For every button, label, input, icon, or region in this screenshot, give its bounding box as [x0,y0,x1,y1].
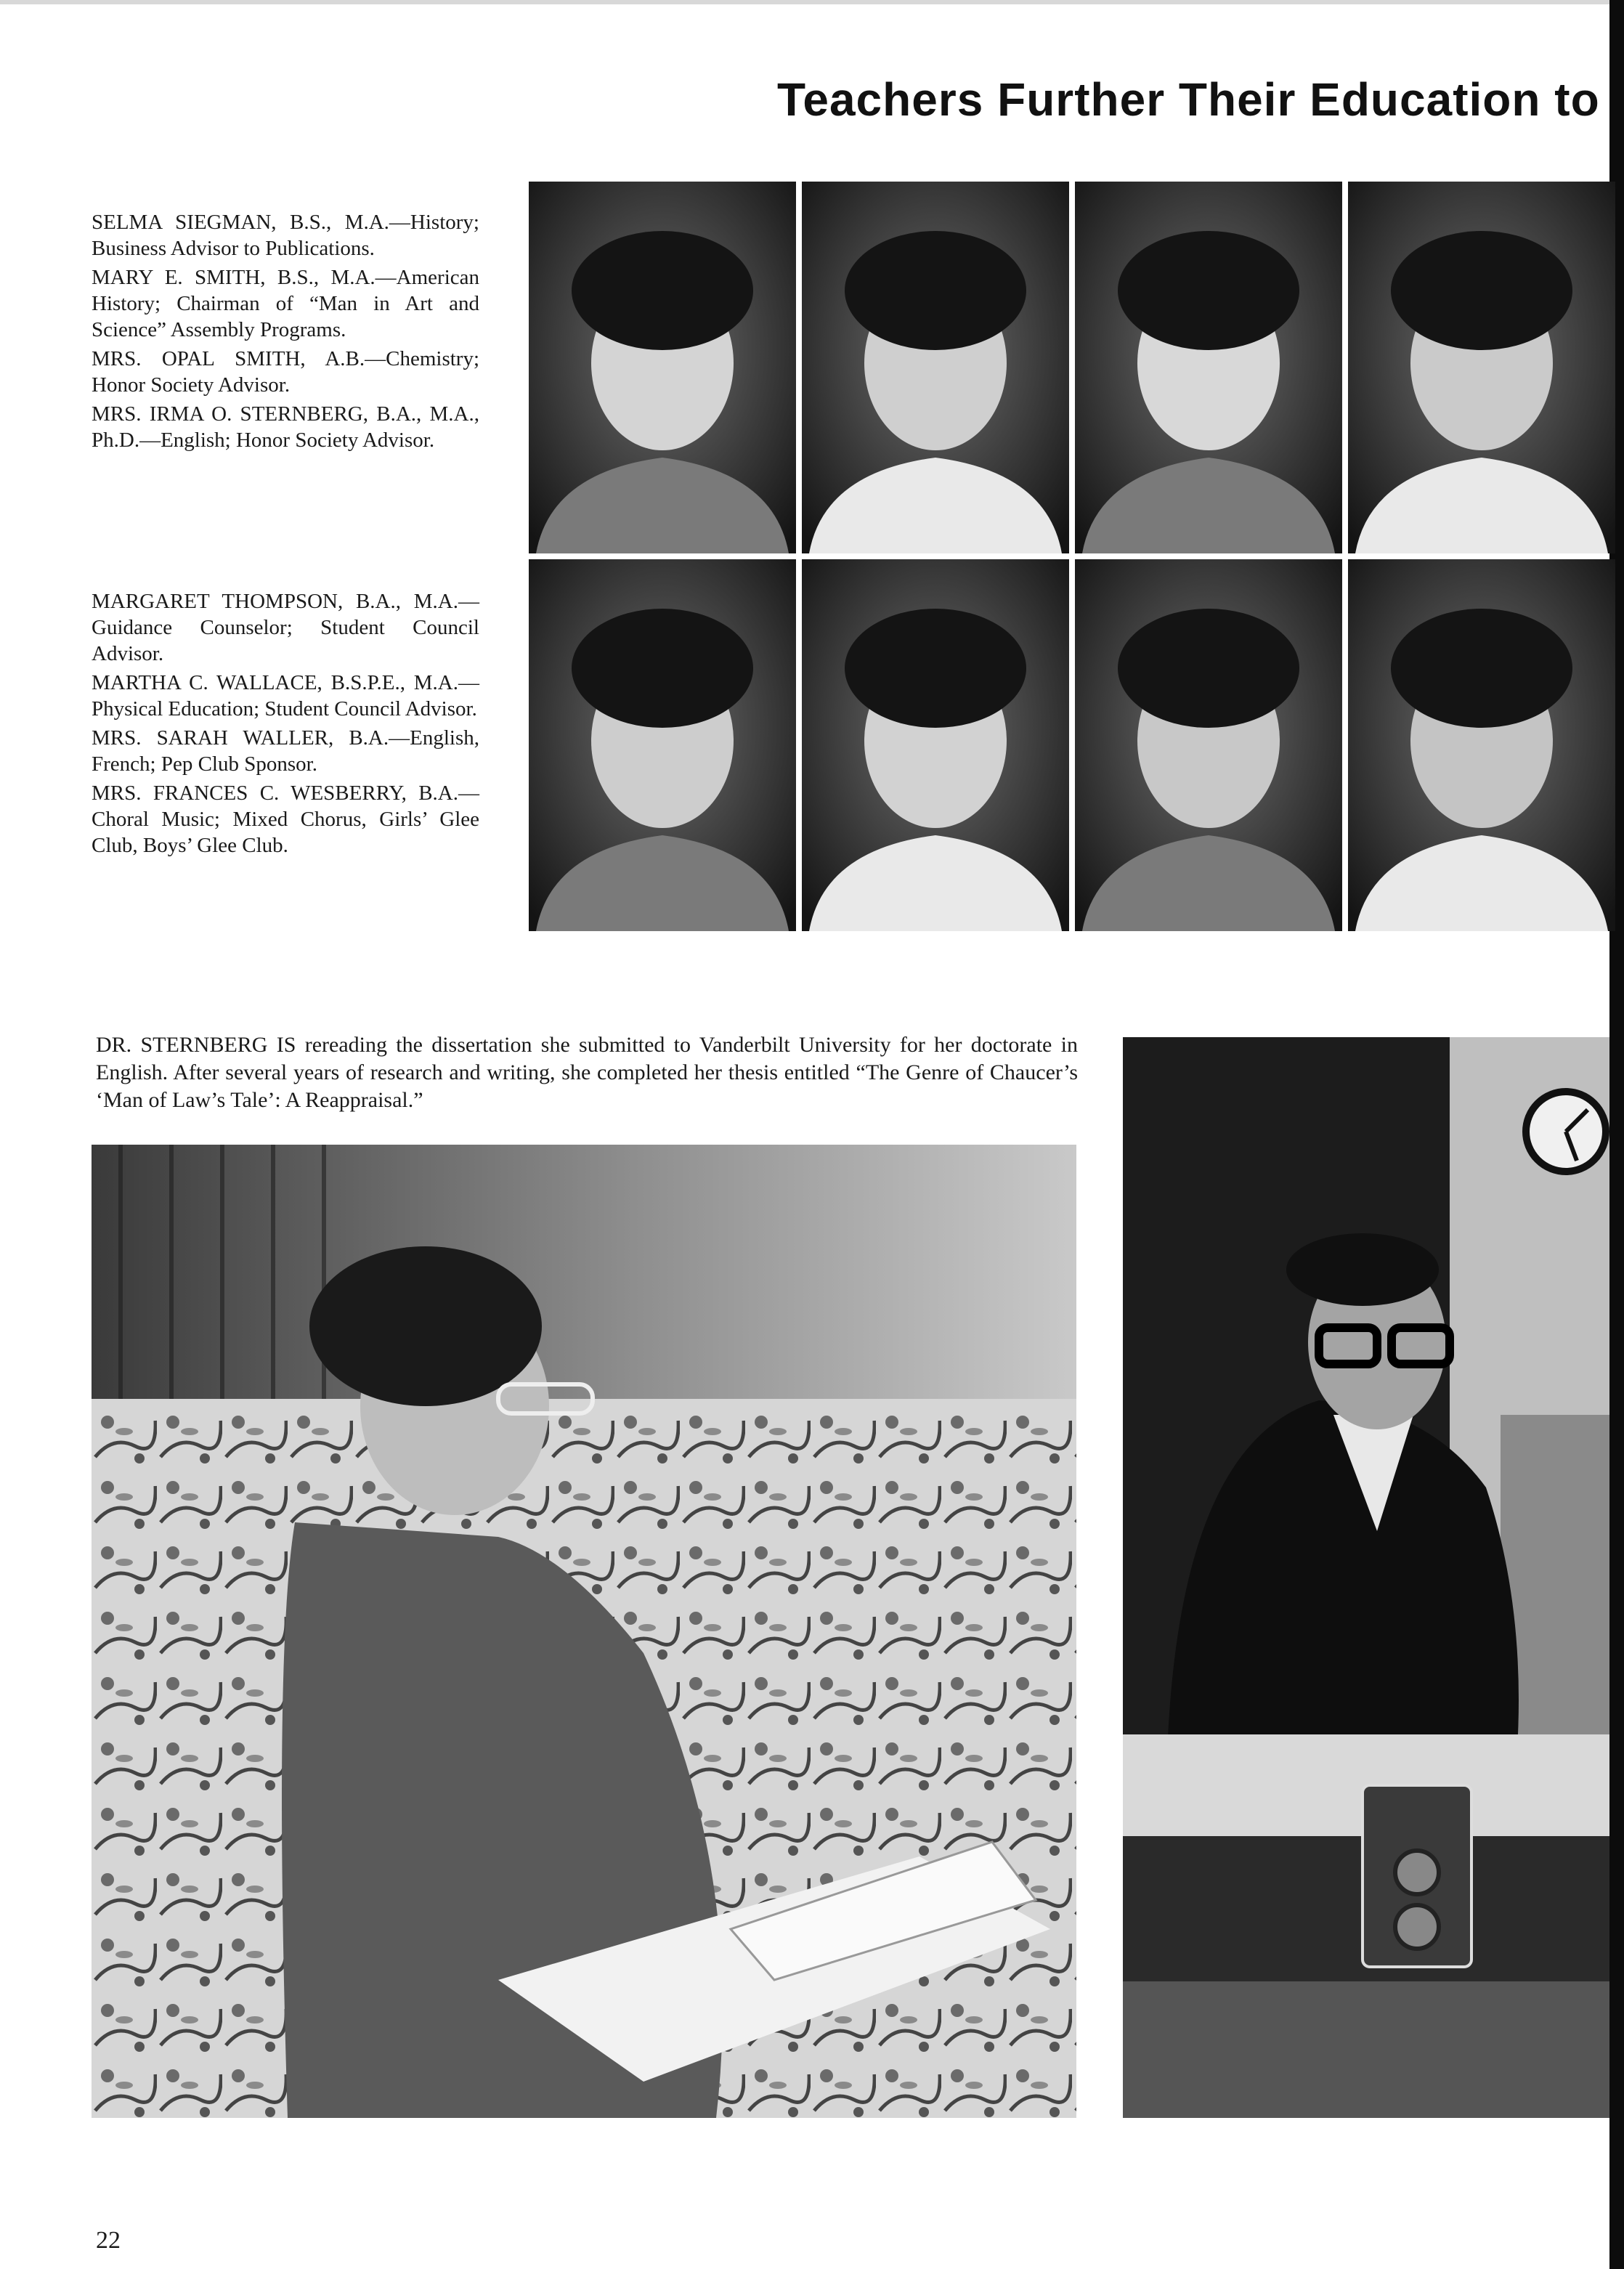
portrait-photo [802,559,1069,931]
page-number: 22 [96,2227,121,2254]
portrait-photo [529,559,796,931]
portrait-photo [1348,182,1615,553]
bio-sternberg: MRS. IRMA O. STERNBERG, B.A., M.A., Ph.D.—English; Honor Society Advisor. [92,402,479,452]
portrait-photo [1075,182,1342,553]
faculty-bios-top [92,209,479,456]
bio-siegman: SELMA SIEGMAN, B.S., M.A.—History; Business Advisor to Publications. [92,211,479,260]
bio-waller: MRS. SARAH WALLER, B.A.—English, French; Pep Club Sponsor. [92,726,479,776]
portrait-photo [529,182,796,553]
photo-caption: DR. STERNBERG IS rereading the dissertation she submitted to Vanderbilt University for her doctorate in English. After several years of research and writing, she completed her thesis entitled “The Genre of Chaucer’s ‘Man of Law’s Tale’: A Reappraisal.” [96,1033,1078,1112]
teacher-with-camera-photo [1123,1037,1609,2118]
portrait-photo [802,182,1069,553]
portrait-grid [529,182,1609,934]
bio-opal-smith: MRS. OPAL SMITH, A.B.—Chemistry; Honor Society Advisor. [92,347,479,397]
bio-wesberry: MRS. FRANCES C. WESBERRY, B.A.—Choral Music; Mixed Chorus, Girls’ Glee Club, Boys’ Glee Club. [92,782,479,857]
bio-wallace: MARTHA C. WALLACE, B.S.P.E., M.A.—Physical Education; Student Council Advisor. [92,671,479,721]
page-top-edge [0,0,1624,4]
page-headline: Teachers Further Their Education to [777,73,1600,126]
bio-mary-smith: MARY E. SMITH, B.S., M.A.—American History; Chairman of “Man in Art and Science” Assembly Programs. [92,266,479,341]
bio-thompson: MARGARET THOMPSON, B.A., M.A.—Guidance Counselor; Student Council Advisor. [92,590,479,665]
portrait-photo [1348,559,1615,931]
sternberg-reading-photo [92,1145,1076,2118]
portrait-photo [1075,559,1342,931]
faculty-bios-bottom [92,588,479,861]
